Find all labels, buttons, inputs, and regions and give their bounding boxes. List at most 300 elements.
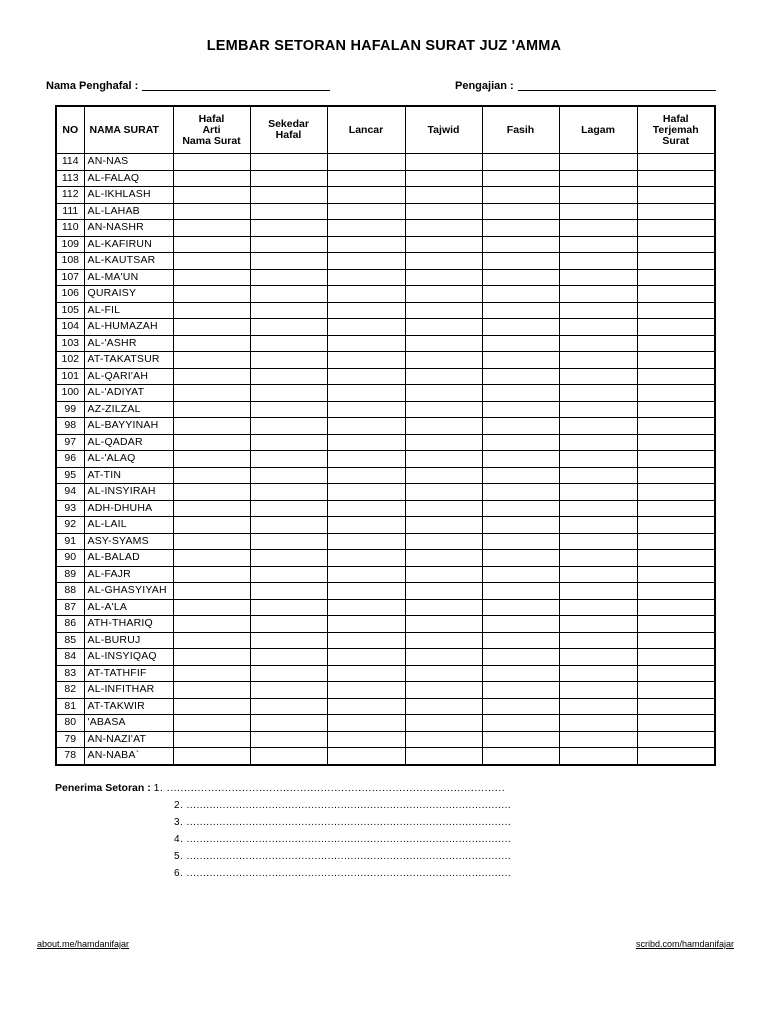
cell-fasih[interactable] [482, 253, 559, 270]
cell-sekedar-hafal[interactable] [250, 715, 327, 732]
row-nama-surat: AN-NASHR [84, 220, 173, 237]
cell-lancar[interactable] [327, 253, 405, 270]
cell-tajwid[interactable] [405, 467, 482, 484]
cell-lancar[interactable] [327, 632, 405, 649]
table-row [56, 467, 715, 484]
row-nama-surat: AL-QADAR [84, 434, 173, 451]
cell-hafal-terjemah[interactable] [637, 484, 715, 501]
cell-lancar[interactable] [327, 715, 405, 732]
cell-fasih[interactable] [482, 269, 559, 286]
cell-lagam[interactable] [559, 682, 637, 699]
cell-sekedar-hafal[interactable] [250, 170, 327, 187]
cell-tajwid[interactable] [405, 170, 482, 187]
table-body [56, 154, 715, 765]
cell-tajwid[interactable] [405, 434, 482, 451]
cell-lagam[interactable] [559, 302, 637, 319]
cell-hafal-arti[interactable] [173, 698, 250, 715]
cell-fasih[interactable] [482, 583, 559, 600]
cell-hafal-arti[interactable] [173, 220, 250, 237]
cell-lancar[interactable] [327, 665, 405, 682]
penerima-line-2[interactable]: 2. ................................................................................................... [174, 800, 512, 811]
cell-lancar[interactable] [327, 368, 405, 385]
cell-lancar[interactable] [327, 484, 405, 501]
cell-lagam[interactable] [559, 583, 637, 600]
cell-lagam[interactable] [559, 203, 637, 220]
cell-sekedar-hafal[interactable] [250, 269, 327, 286]
cell-sekedar-hafal[interactable] [250, 385, 327, 402]
table-row [56, 583, 715, 600]
cell-hafal-terjemah[interactable] [637, 715, 715, 732]
row-no: 88 [56, 583, 84, 600]
cell-hafal-terjemah[interactable] [637, 748, 715, 765]
cell-lancar[interactable] [327, 170, 405, 187]
cell-sekedar-hafal[interactable] [250, 220, 327, 237]
cell-sekedar-hafal[interactable] [250, 731, 327, 748]
cell-tajwid[interactable] [405, 649, 482, 666]
cell-lagam[interactable] [559, 632, 637, 649]
cell-tajwid[interactable] [405, 220, 482, 237]
cell-tajwid[interactable] [405, 451, 482, 468]
cell-sekedar-hafal[interactable] [250, 467, 327, 484]
footer-link-about[interactable]: about.me/hamdanifajar [37, 939, 130, 949]
cell-lancar[interactable] [327, 649, 405, 666]
table-row [56, 550, 715, 567]
cell-lancar[interactable] [327, 286, 405, 303]
cell-lancar[interactable] [327, 269, 405, 286]
cell-fasih[interactable] [482, 352, 559, 369]
cell-lagam[interactable] [559, 385, 637, 402]
cell-fasih[interactable] [482, 418, 559, 435]
cell-fasih[interactable] [482, 335, 559, 352]
cell-lagam[interactable] [559, 533, 637, 550]
table-row [56, 352, 715, 369]
row-nama-surat: AL-KAUTSAR [84, 253, 173, 270]
cell-hafal-arti[interactable] [173, 203, 250, 220]
cell-sekedar-hafal[interactable] [250, 599, 327, 616]
cell-tajwid[interactable] [405, 533, 482, 550]
cell-tajwid[interactable] [405, 418, 482, 435]
row-no: 89 [56, 566, 84, 583]
cell-fasih[interactable] [482, 385, 559, 402]
cell-tajwid[interactable] [405, 203, 482, 220]
cell-fasih[interactable] [482, 236, 559, 253]
table-row [56, 484, 715, 501]
cell-sekedar-hafal[interactable] [250, 533, 327, 550]
cell-hafal-terjemah[interactable] [637, 220, 715, 237]
cell-hafal-terjemah[interactable] [637, 170, 715, 187]
cell-hafal-terjemah[interactable] [637, 533, 715, 550]
table-row [56, 451, 715, 468]
cell-lancar[interactable] [327, 566, 405, 583]
cell-hafal-terjemah[interactable] [637, 550, 715, 567]
cell-tajwid[interactable] [405, 319, 482, 336]
cell-hafal-arti[interactable] [173, 434, 250, 451]
cell-lancar[interactable] [327, 682, 405, 699]
cell-lagam[interactable] [559, 550, 637, 567]
cell-hafal-terjemah[interactable] [637, 731, 715, 748]
cell-lancar[interactable] [327, 616, 405, 633]
cell-tajwid[interactable] [405, 302, 482, 319]
cell-lancar[interactable] [327, 319, 405, 336]
cell-hafal-arti[interactable] [173, 401, 250, 418]
cell-lancar[interactable] [327, 302, 405, 319]
cell-hafal-arti[interactable] [173, 583, 250, 600]
cell-lagam[interactable] [559, 187, 637, 204]
cell-sekedar-hafal[interactable] [250, 550, 327, 567]
cell-sekedar-hafal[interactable] [250, 451, 327, 468]
cell-lagam[interactable] [559, 434, 637, 451]
cell-lancar[interactable] [327, 517, 405, 534]
cell-lagam[interactable] [559, 253, 637, 270]
cell-sekedar-hafal[interactable] [250, 434, 327, 451]
cell-hafal-arti[interactable] [173, 451, 250, 468]
cell-hafal-terjemah[interactable] [637, 599, 715, 616]
cell-lancar[interactable] [327, 434, 405, 451]
cell-fasih[interactable] [482, 517, 559, 534]
cell-lancar[interactable] [327, 583, 405, 600]
cell-hafal-terjemah[interactable] [637, 698, 715, 715]
cell-lagam[interactable] [559, 319, 637, 336]
cell-lancar[interactable] [327, 203, 405, 220]
cell-lagam[interactable] [559, 451, 637, 468]
cell-lancar[interactable] [327, 385, 405, 402]
cell-hafal-terjemah[interactable] [637, 302, 715, 319]
cell-tajwid[interactable] [405, 682, 482, 699]
cell-fasih[interactable] [482, 220, 559, 237]
cell-hafal-terjemah[interactable] [637, 632, 715, 649]
cell-lancar[interactable] [327, 748, 405, 765]
cell-lagam[interactable] [559, 517, 637, 534]
cell-lagam[interactable] [559, 616, 637, 633]
cell-hafal-arti[interactable] [173, 715, 250, 732]
cell-hafal-arti[interactable] [173, 500, 250, 517]
cell-hafal-terjemah[interactable] [637, 335, 715, 352]
cell-hafal-terjemah[interactable] [637, 253, 715, 270]
cell-fasih[interactable] [482, 500, 559, 517]
cell-hafal-terjemah[interactable] [637, 500, 715, 517]
cell-hafal-arti[interactable] [173, 352, 250, 369]
header-lagam: Lagam [559, 106, 637, 154]
cell-sekedar-hafal[interactable] [250, 583, 327, 600]
cell-hafal-arti[interactable] [173, 368, 250, 385]
cell-lagam[interactable] [559, 731, 637, 748]
cell-tajwid[interactable] [405, 616, 482, 633]
cell-sekedar-hafal[interactable] [250, 352, 327, 369]
row-nama-surat: AL-QARI'AH [84, 368, 173, 385]
table-row [56, 236, 715, 253]
cell-fasih[interactable] [482, 698, 559, 715]
cell-hafal-terjemah[interactable] [637, 319, 715, 336]
cell-sekedar-hafal[interactable] [250, 500, 327, 517]
cell-fasih[interactable] [482, 187, 559, 204]
cell-sekedar-hafal[interactable] [250, 187, 327, 204]
cell-tajwid[interactable] [405, 665, 482, 682]
cell-lagam[interactable] [559, 467, 637, 484]
cell-tajwid[interactable] [405, 401, 482, 418]
cell-sekedar-hafal[interactable] [250, 682, 327, 699]
footer-link-scribd[interactable]: scribd.com/hamdanifajar [635, 939, 734, 949]
cell-hafal-terjemah[interactable] [637, 236, 715, 253]
cell-tajwid[interactable] [405, 236, 482, 253]
row-nama-surat: AL-FALAQ [84, 170, 173, 187]
cell-lagam[interactable] [559, 154, 637, 171]
cell-lancar[interactable] [327, 154, 405, 171]
cell-hafal-arti[interactable] [173, 517, 250, 534]
cell-sekedar-hafal[interactable] [250, 203, 327, 220]
header-nama-surat: NAMA SURAT [84, 106, 173, 154]
cell-fasih[interactable] [482, 533, 559, 550]
cell-sekedar-hafal[interactable] [250, 616, 327, 633]
row-no: 97 [56, 434, 84, 451]
cell-hafal-terjemah[interactable] [637, 401, 715, 418]
cell-tajwid[interactable] [405, 385, 482, 402]
cell-lagam[interactable] [559, 715, 637, 732]
cell-lagam[interactable] [559, 368, 637, 385]
cell-tajwid[interactable] [405, 253, 482, 270]
cell-hafal-arti[interactable] [173, 253, 250, 270]
cell-lancar[interactable] [327, 352, 405, 369]
cell-hafal-arti[interactable] [173, 418, 250, 435]
cell-hafal-arti[interactable] [173, 682, 250, 699]
cell-hafal-arti[interactable] [173, 319, 250, 336]
cell-fasih[interactable] [482, 302, 559, 319]
cell-hafal-arti[interactable] [173, 236, 250, 253]
cell-fasih[interactable] [482, 451, 559, 468]
cell-sekedar-hafal[interactable] [250, 748, 327, 765]
cell-hafal-arti[interactable] [173, 269, 250, 286]
cell-hafal-arti[interactable] [173, 649, 250, 666]
cell-hafal-terjemah[interactable] [637, 418, 715, 435]
cell-lagam[interactable] [559, 698, 637, 715]
cell-lancar[interactable] [327, 418, 405, 435]
penerima-line-3[interactable]: 3. ................................................................................................... [174, 817, 512, 828]
cell-tajwid[interactable] [405, 517, 482, 534]
cell-lagam[interactable] [559, 566, 637, 583]
table-row [56, 632, 715, 649]
cell-hafal-arti[interactable] [173, 170, 250, 187]
cell-lagam[interactable] [559, 335, 637, 352]
cell-hafal-arti[interactable] [173, 550, 250, 567]
cell-hafal-terjemah[interactable] [637, 187, 715, 204]
cell-fasih[interactable] [482, 731, 559, 748]
cell-tajwid[interactable] [405, 599, 482, 616]
cell-fasih[interactable] [482, 286, 559, 303]
cell-tajwid[interactable] [405, 368, 482, 385]
cell-tajwid[interactable] [405, 335, 482, 352]
cell-lagam[interactable] [559, 236, 637, 253]
cell-fasih[interactable] [482, 484, 559, 501]
cell-hafal-arti[interactable] [173, 748, 250, 765]
cell-lagam[interactable] [559, 665, 637, 682]
header-lancar: Lancar [327, 106, 405, 154]
cell-lagam[interactable] [559, 599, 637, 616]
cell-tajwid[interactable] [405, 715, 482, 732]
header-sekedar-hafal-line: Hafal [275, 129, 302, 141]
cell-sekedar-hafal[interactable] [250, 335, 327, 352]
cell-hafal-arti[interactable] [173, 665, 250, 682]
cell-fasih[interactable] [482, 682, 559, 699]
cell-tajwid[interactable] [405, 500, 482, 517]
cell-tajwid[interactable] [405, 286, 482, 303]
cell-tajwid[interactable] [405, 632, 482, 649]
cell-fasih[interactable] [482, 616, 559, 633]
cell-tajwid[interactable] [405, 269, 482, 286]
row-nama-surat: AL-MA'UN [84, 269, 173, 286]
cell-sekedar-hafal[interactable] [250, 302, 327, 319]
cell-fasih[interactable] [482, 401, 559, 418]
cell-hafal-arti[interactable] [173, 484, 250, 501]
cell-sekedar-hafal[interactable] [250, 368, 327, 385]
cell-hafal-terjemah[interactable] [637, 154, 715, 171]
cell-lagam[interactable] [559, 170, 637, 187]
cell-sekedar-hafal[interactable] [250, 517, 327, 534]
cell-sekedar-hafal[interactable] [250, 566, 327, 583]
cell-fasih[interactable] [482, 467, 559, 484]
cell-fasih[interactable] [482, 203, 559, 220]
cell-hafal-terjemah[interactable] [637, 203, 715, 220]
cell-hafal-terjemah[interactable] [637, 451, 715, 468]
cell-lagam[interactable] [559, 286, 637, 303]
cell-hafal-terjemah[interactable] [637, 368, 715, 385]
cell-sekedar-hafal[interactable] [250, 484, 327, 501]
penerima-line-6[interactable]: 6. ................................................................................................... [174, 868, 512, 879]
cell-fasih[interactable] [482, 368, 559, 385]
cell-hafal-arti[interactable] [173, 599, 250, 616]
cell-tajwid[interactable] [405, 698, 482, 715]
cell-tajwid[interactable] [405, 352, 482, 369]
cell-lagam[interactable] [559, 418, 637, 435]
cell-hafal-terjemah[interactable] [637, 583, 715, 600]
pengajian-field[interactable] [455, 80, 716, 92]
cell-sekedar-hafal[interactable] [250, 253, 327, 270]
cell-fasih[interactable] [482, 665, 559, 682]
cell-sekedar-hafal[interactable] [250, 236, 327, 253]
penerima-line-5[interactable]: 5. ................................................................................................... [174, 851, 512, 862]
cell-hafal-arti[interactable] [173, 154, 250, 171]
cell-lagam[interactable] [559, 484, 637, 501]
cell-hafal-arti[interactable] [173, 385, 250, 402]
cell-fasih[interactable] [482, 715, 559, 732]
cell-fasih[interactable] [482, 550, 559, 567]
penerima-line-4[interactable]: 4. ................................................................................................... [174, 834, 512, 845]
cell-hafal-terjemah[interactable] [637, 665, 715, 682]
header-hafal-arti [173, 106, 250, 154]
cell-lancar[interactable] [327, 533, 405, 550]
cell-sekedar-hafal[interactable] [250, 418, 327, 435]
cell-fasih[interactable] [482, 649, 559, 666]
cell-hafal-terjemah[interactable] [637, 467, 715, 484]
cell-fasih[interactable] [482, 599, 559, 616]
cell-hafal-arti[interactable] [173, 731, 250, 748]
cell-lagam[interactable] [559, 220, 637, 237]
cell-tajwid[interactable] [405, 550, 482, 567]
cell-hafal-arti[interactable] [173, 467, 250, 484]
cell-hafal-arti[interactable] [173, 616, 250, 633]
cell-fasih[interactable] [482, 434, 559, 451]
cell-lancar[interactable] [327, 451, 405, 468]
cell-hafal-terjemah[interactable] [637, 269, 715, 286]
penerima-line-1[interactable]: 1. ................................................................................................... [153, 782, 506, 794]
cell-lagam[interactable] [559, 649, 637, 666]
row-no: 91 [56, 533, 84, 550]
cell-lancar[interactable] [327, 401, 405, 418]
cell-tajwid[interactable] [405, 748, 482, 765]
cell-fasih[interactable] [482, 748, 559, 765]
cell-hafal-arti[interactable] [173, 632, 250, 649]
cell-lancar[interactable] [327, 550, 405, 567]
cell-hafal-terjemah[interactable] [637, 517, 715, 534]
cell-sekedar-hafal[interactable] [250, 665, 327, 682]
cell-lagam[interactable] [559, 269, 637, 286]
cell-hafal-arti[interactable] [173, 533, 250, 550]
nama-penghafal-line [142, 89, 330, 91]
cell-hafal-arti[interactable] [173, 335, 250, 352]
row-nama-surat: ATH-THARIQ [84, 616, 173, 633]
row-no: 81 [56, 698, 84, 715]
pengajian-label: Pengajian : [455, 80, 514, 92]
cell-fasih[interactable] [482, 632, 559, 649]
row-no: 107 [56, 269, 84, 286]
cell-fasih[interactable] [482, 170, 559, 187]
cell-lancar[interactable] [327, 335, 405, 352]
cell-sekedar-hafal[interactable] [250, 649, 327, 666]
row-nama-surat: AL-FIL [84, 302, 173, 319]
cell-sekedar-hafal[interactable] [250, 154, 327, 171]
cell-sekedar-hafal[interactable] [250, 401, 327, 418]
cell-hafal-terjemah[interactable] [637, 286, 715, 303]
cell-tajwid[interactable] [405, 566, 482, 583]
cell-hafal-terjemah[interactable] [637, 616, 715, 633]
cell-lancar[interactable] [327, 467, 405, 484]
cell-fasih[interactable] [482, 566, 559, 583]
cell-sekedar-hafal[interactable] [250, 286, 327, 303]
cell-sekedar-hafal[interactable] [250, 319, 327, 336]
cell-lagam[interactable] [559, 401, 637, 418]
cell-tajwid[interactable] [405, 583, 482, 600]
nama-penghafal-field[interactable] [46, 80, 330, 92]
cell-lancar[interactable] [327, 698, 405, 715]
cell-lancar[interactable] [327, 599, 405, 616]
cell-hafal-arti[interactable] [173, 302, 250, 319]
cell-lancar[interactable] [327, 731, 405, 748]
row-no: 98 [56, 418, 84, 435]
cell-hafal-terjemah[interactable] [637, 434, 715, 451]
cell-fasih[interactable] [482, 154, 559, 171]
cell-hafal-terjemah[interactable] [637, 649, 715, 666]
cell-lancar[interactable] [327, 500, 405, 517]
cell-hafal-arti[interactable] [173, 566, 250, 583]
cell-tajwid[interactable] [405, 187, 482, 204]
cell-hafal-arti[interactable] [173, 187, 250, 204]
cell-tajwid[interactable] [405, 731, 482, 748]
cell-lancar[interactable] [327, 187, 405, 204]
cell-hafal-arti[interactable] [173, 286, 250, 303]
cell-hafal-terjemah[interactable] [637, 566, 715, 583]
cell-hafal-terjemah[interactable] [637, 682, 715, 699]
cell-tajwid[interactable] [405, 154, 482, 171]
cell-hafal-terjemah[interactable] [637, 385, 715, 402]
cell-lagam[interactable] [559, 500, 637, 517]
cell-sekedar-hafal[interactable] [250, 698, 327, 715]
cell-fasih[interactable] [482, 319, 559, 336]
cell-lancar[interactable] [327, 236, 405, 253]
cell-sekedar-hafal[interactable] [250, 632, 327, 649]
cell-tajwid[interactable] [405, 484, 482, 501]
cell-hafal-terjemah[interactable] [637, 352, 715, 369]
cell-lancar[interactable] [327, 220, 405, 237]
cell-lagam[interactable] [559, 748, 637, 765]
cell-lagam[interactable] [559, 352, 637, 369]
